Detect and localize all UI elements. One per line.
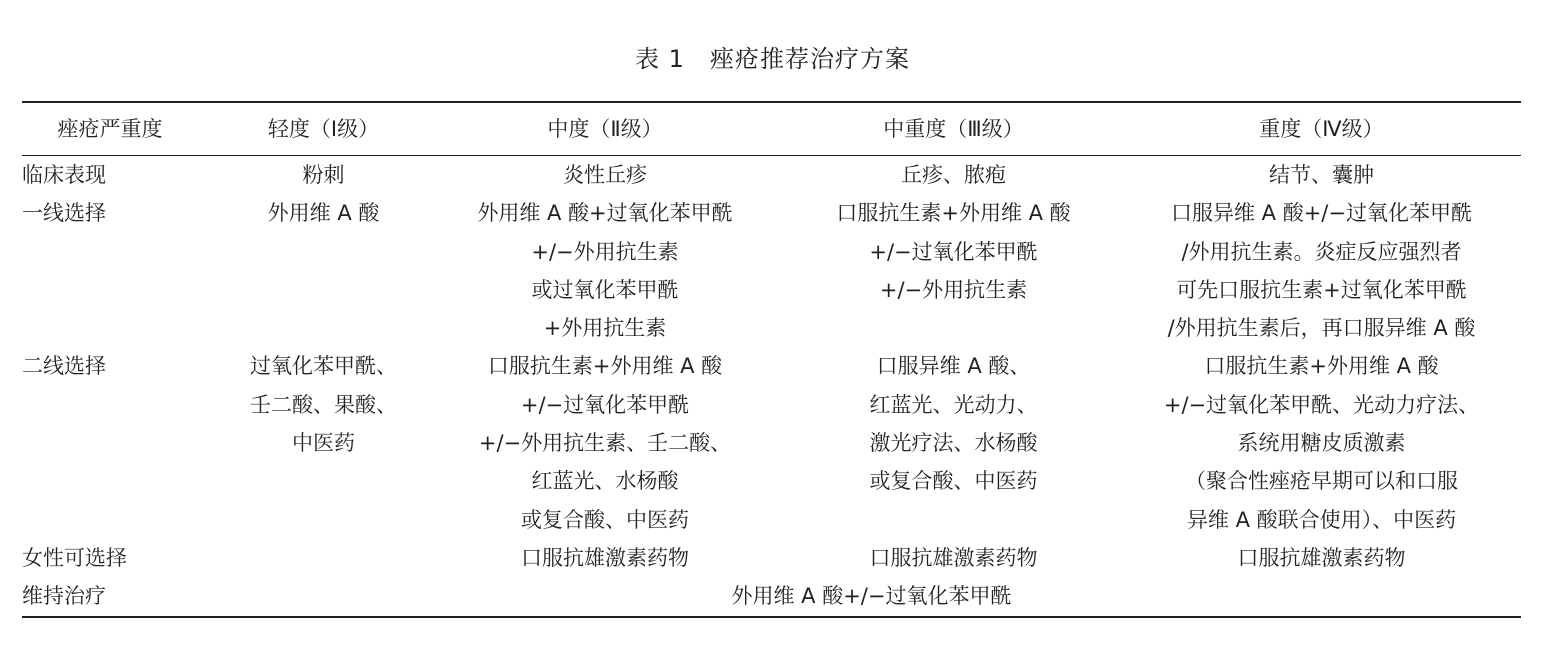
table-cell [425, 347, 785, 538]
cell-line: （聚合性痤疮早期可以和口服 [1185, 469, 1458, 494]
table-row [22, 156, 1521, 195]
cell-line: 或复合酸、中医药 [869, 469, 1038, 494]
cell-line: 口服抗生素+外用维 A 酸 [487, 354, 723, 379]
cell-line: +/−外用抗生素 [879, 277, 1028, 302]
cell-line: +/−外用抗生素 [531, 239, 679, 264]
table-cell [785, 194, 1122, 347]
cell-line: 系统用糖皮质激素 [1237, 431, 1406, 456]
cell-line: +/−过氧化苯甲酰 [520, 392, 690, 417]
table-cell [425, 539, 785, 577]
table-cell-maintenance: 外用维 A 酸+/−过氧化苯甲酰 [731, 584, 1012, 609]
table-row [22, 539, 1521, 577]
header-moderate: 中度（Ⅱ级） [425, 102, 785, 156]
table-cell [1122, 194, 1521, 347]
table-cell [425, 156, 785, 195]
table-cell [222, 194, 425, 347]
table-header-row [22, 102, 1521, 156]
table-cell [1122, 156, 1521, 195]
cell-line: /外用抗生素后，再口服异维 A 酸 [1167, 316, 1476, 341]
row-label: 女性可选择 [22, 545, 127, 570]
header-severity: 痤疮严重度 [22, 102, 222, 156]
row-label: 二线选择 [22, 354, 106, 379]
row-label: 临床表现 [22, 163, 106, 187]
table-title: 表 1 痤疮推荐治疗方案 [635, 45, 910, 73]
cell-line: 口服抗雄激素药物 [1237, 545, 1406, 570]
cell-line: +/−外用抗生素、壬二酸、 [478, 431, 732, 456]
cell-line: 红蓝光、水杨酸 [531, 469, 679, 494]
treatment-table [22, 101, 1521, 618]
table-cell [785, 347, 1122, 538]
header-moderate-severe: 中重度（Ⅲ级） [785, 102, 1122, 156]
cell-line: 口服异维 A 酸、 [876, 354, 1031, 379]
cell-line: 或复合酸、中医药 [521, 507, 689, 532]
cell-line: 中医药 [292, 431, 355, 456]
cell-line: 或过氧化苯甲酰 [531, 277, 679, 302]
cell-line: 壬二酸、果酸、 [250, 392, 397, 417]
cell-line: 口服抗生素+外用维 A 酸 [836, 201, 1071, 226]
cell-line: +/−过氧化苯甲酰、光动力疗法、 [1163, 392, 1480, 417]
table-cell [1122, 347, 1521, 538]
table-cell [222, 347, 425, 538]
table-body [22, 156, 1521, 617]
table-cell [785, 156, 1122, 195]
table-cell [222, 156, 425, 195]
cell-line: /外用抗生素。炎症反应强烈者 [1181, 239, 1462, 264]
table-cell [425, 194, 785, 347]
cell-line: 口服抗雄激素药物 [521, 545, 689, 570]
table-cell [1122, 539, 1521, 577]
cell-line: 丘疹、脓疱 [901, 163, 1006, 187]
cell-line: 外用维 A 酸 [267, 201, 380, 226]
cell-line: 激光疗法、水杨酸 [869, 431, 1038, 456]
table-cell [785, 539, 1122, 577]
cell-line: 外用维 A 酸+过氧化苯甲酰 [477, 201, 733, 226]
cell-line: 口服抗生素+外用维 A 酸 [1204, 354, 1439, 379]
header-mild: 轻度（Ⅰ级） [222, 102, 425, 156]
cell-line: 炎性丘疹 [563, 163, 647, 187]
row-label: 一线选择 [22, 201, 106, 226]
cell-line: 异维 A 酸联合使用）、中医药 [1186, 507, 1457, 532]
cell-line: +/−过氧化苯甲酰 [869, 239, 1038, 264]
table-cell [222, 539, 425, 577]
cell-line: 口服抗雄激素药物 [869, 545, 1038, 570]
cell-line: 口服异维 A 酸+/−过氧化苯甲酰 [1171, 201, 1472, 226]
cell-line: 结节、囊肿 [1269, 163, 1374, 187]
row-label: 维持治疗 [22, 584, 106, 609]
table-row [22, 194, 1521, 347]
cell-line: 可先口服抗生素+过氧化苯甲酰 [1176, 277, 1467, 302]
cell-line: 红蓝光、光动力、 [869, 392, 1038, 417]
cell-line: +外用抗生素 [543, 316, 667, 341]
header-severe: 重度（Ⅳ级） [1122, 102, 1521, 156]
table-row [22, 347, 1521, 538]
table-row-maintenance [22, 577, 1521, 616]
cell-line: 过氧化苯甲酰、 [250, 354, 397, 379]
cell-line: 粉刺 [302, 163, 345, 187]
cell-line [222, 539, 425, 577]
